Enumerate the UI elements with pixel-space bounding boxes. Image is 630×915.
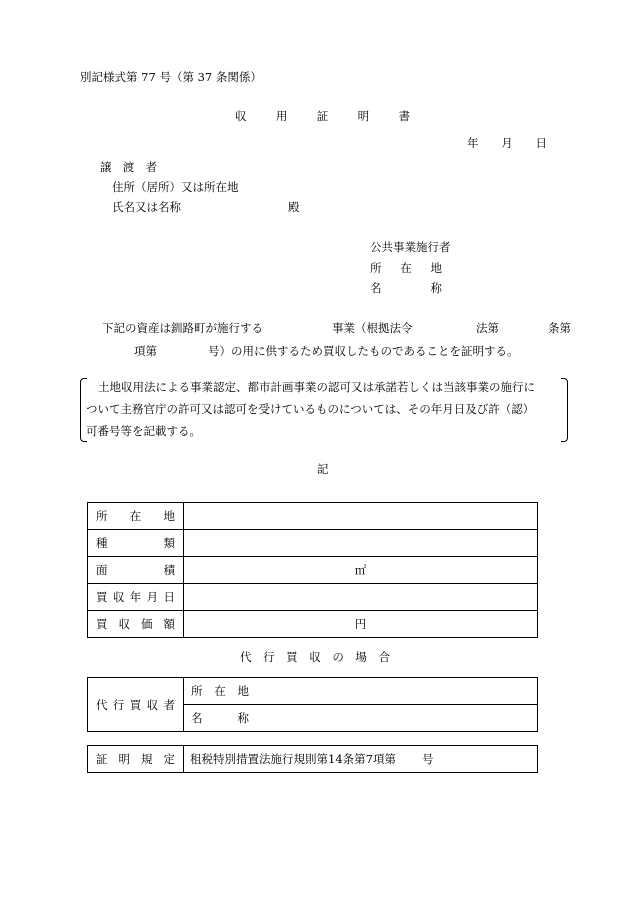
purchase-date-value	[184, 584, 538, 611]
label-char: 日	[163, 590, 175, 604]
label-char: 地	[163, 509, 175, 523]
body-line-1-part-3: 法第	[476, 321, 499, 335]
table-row	[88, 503, 538, 530]
note-line: 可番号等を記載する。	[86, 424, 201, 438]
title-char: 用	[275, 109, 288, 123]
body-line-1-part-1: 下記の資産は釧路町が施行する	[102, 321, 263, 335]
form-id: 別記様式第 77 号（第 37 条関係）	[80, 70, 262, 84]
label-char: 収	[112, 590, 125, 604]
label-char: 地	[430, 261, 442, 275]
body-line-1-part-4: 条第	[548, 321, 571, 335]
body-line-2-part-1: 項第	[134, 344, 157, 358]
document-title	[235, 111, 410, 123]
title-char: 明	[357, 109, 370, 123]
heading-char: 渡	[122, 160, 135, 174]
implementer-name-label	[370, 283, 442, 295]
label-char: 地	[237, 684, 249, 698]
label-char: 所	[191, 684, 203, 698]
row-label	[88, 530, 184, 557]
table-row	[88, 557, 538, 584]
label-char: 積	[163, 563, 175, 577]
implementer-heading: 公共事業施行者	[370, 240, 451, 254]
type-value	[184, 530, 538, 557]
proxy-name-cell	[184, 705, 538, 732]
heading-char: 買	[286, 650, 298, 664]
label-char: 所	[96, 509, 108, 523]
proxy-heading	[240, 652, 390, 664]
row-label	[88, 557, 184, 584]
proof-table	[87, 745, 538, 773]
row-label	[88, 584, 184, 611]
heading-char: 合	[378, 650, 390, 664]
label-char: 種	[96, 536, 108, 550]
label-char: 所	[370, 261, 382, 275]
title-char: 収	[235, 109, 247, 123]
label-char: 定	[163, 752, 175, 766]
transferee-address-label: 住所（居所）又は所在地	[112, 180, 239, 194]
label-char: 額	[163, 617, 175, 631]
purchase-price-value: 円	[184, 611, 538, 638]
proof-label	[88, 746, 184, 773]
label-char: 在	[400, 261, 412, 275]
ki-heading: 記	[317, 462, 329, 476]
label-char: 代	[96, 697, 108, 712]
proxy-address-cell	[184, 678, 538, 705]
label-char: 名	[191, 711, 203, 725]
heading-char: 場	[355, 650, 367, 664]
note-line: 土地収用法による事業認定、都市計画事業の認可又は承諾若しくは当該事業の施行に	[98, 380, 535, 394]
label-char: 称	[237, 711, 249, 725]
proxy-buyer-label	[88, 678, 184, 732]
table-row	[88, 746, 538, 773]
note-box	[80, 378, 568, 440]
date-line	[467, 138, 547, 150]
heading-char: の	[332, 650, 344, 664]
label-char: 明	[118, 752, 130, 766]
label-char: 行	[112, 697, 125, 712]
label-char: 者	[163, 697, 175, 712]
label-char: 在	[214, 684, 226, 698]
label-char: 名	[370, 281, 382, 295]
table-row	[88, 530, 538, 557]
label-char: 年	[129, 590, 142, 604]
date-year: 年	[467, 136, 479, 150]
heading-char: 行	[263, 650, 275, 664]
label-char: 収	[146, 697, 159, 712]
label-char: 在	[129, 509, 142, 523]
note-line: ついて主務官庁の許可又は認可を受けているものについては、その年月日及び許（認）	[86, 402, 535, 416]
heading-char: 者	[145, 160, 157, 174]
label-char: 買	[129, 697, 142, 712]
table-row	[88, 584, 538, 611]
proxy-table	[87, 677, 538, 732]
implementer-address-label	[370, 263, 442, 275]
table-row	[88, 611, 538, 638]
label-char: 買	[96, 617, 108, 631]
label-char: 月	[146, 590, 159, 604]
body-line-2-part-2: 号）の用に供するため買収したものであることを証明する。	[208, 344, 519, 358]
label-char: 買	[96, 590, 108, 604]
label-char: 称	[430, 281, 442, 295]
label-char: 規	[141, 752, 153, 766]
body-line-1-part-2: 事業（根拠法令	[332, 321, 413, 335]
label-char: 面	[96, 563, 108, 577]
heading-char: 譲	[100, 160, 112, 174]
label-char: 証	[96, 752, 108, 766]
proof-suffix: 号	[421, 752, 434, 766]
heading-char: 代	[240, 650, 252, 664]
heading-char: 収	[309, 650, 321, 664]
label-char: 価	[141, 617, 153, 631]
transferee-heading	[100, 162, 157, 174]
title-char: 証	[316, 109, 329, 123]
date-month: 月	[501, 136, 513, 150]
proof-value	[184, 746, 538, 773]
area-value: ㎡	[184, 557, 538, 584]
row-label	[88, 503, 184, 530]
label-char: 類	[163, 536, 175, 550]
location-value	[184, 503, 538, 530]
asset-table	[87, 502, 538, 638]
table-row	[88, 678, 538, 705]
row-label	[88, 611, 184, 638]
title-char: 書	[398, 109, 410, 123]
date-day: 日	[535, 136, 547, 150]
transferee-name-label: 氏名又は名称	[112, 200, 181, 214]
note-bracket-right	[561, 378, 568, 442]
proof-text: 租税特別措置法施行規則第14条第7項第	[190, 752, 396, 766]
label-char: 収	[118, 617, 130, 631]
honorific: 殿	[288, 200, 300, 214]
